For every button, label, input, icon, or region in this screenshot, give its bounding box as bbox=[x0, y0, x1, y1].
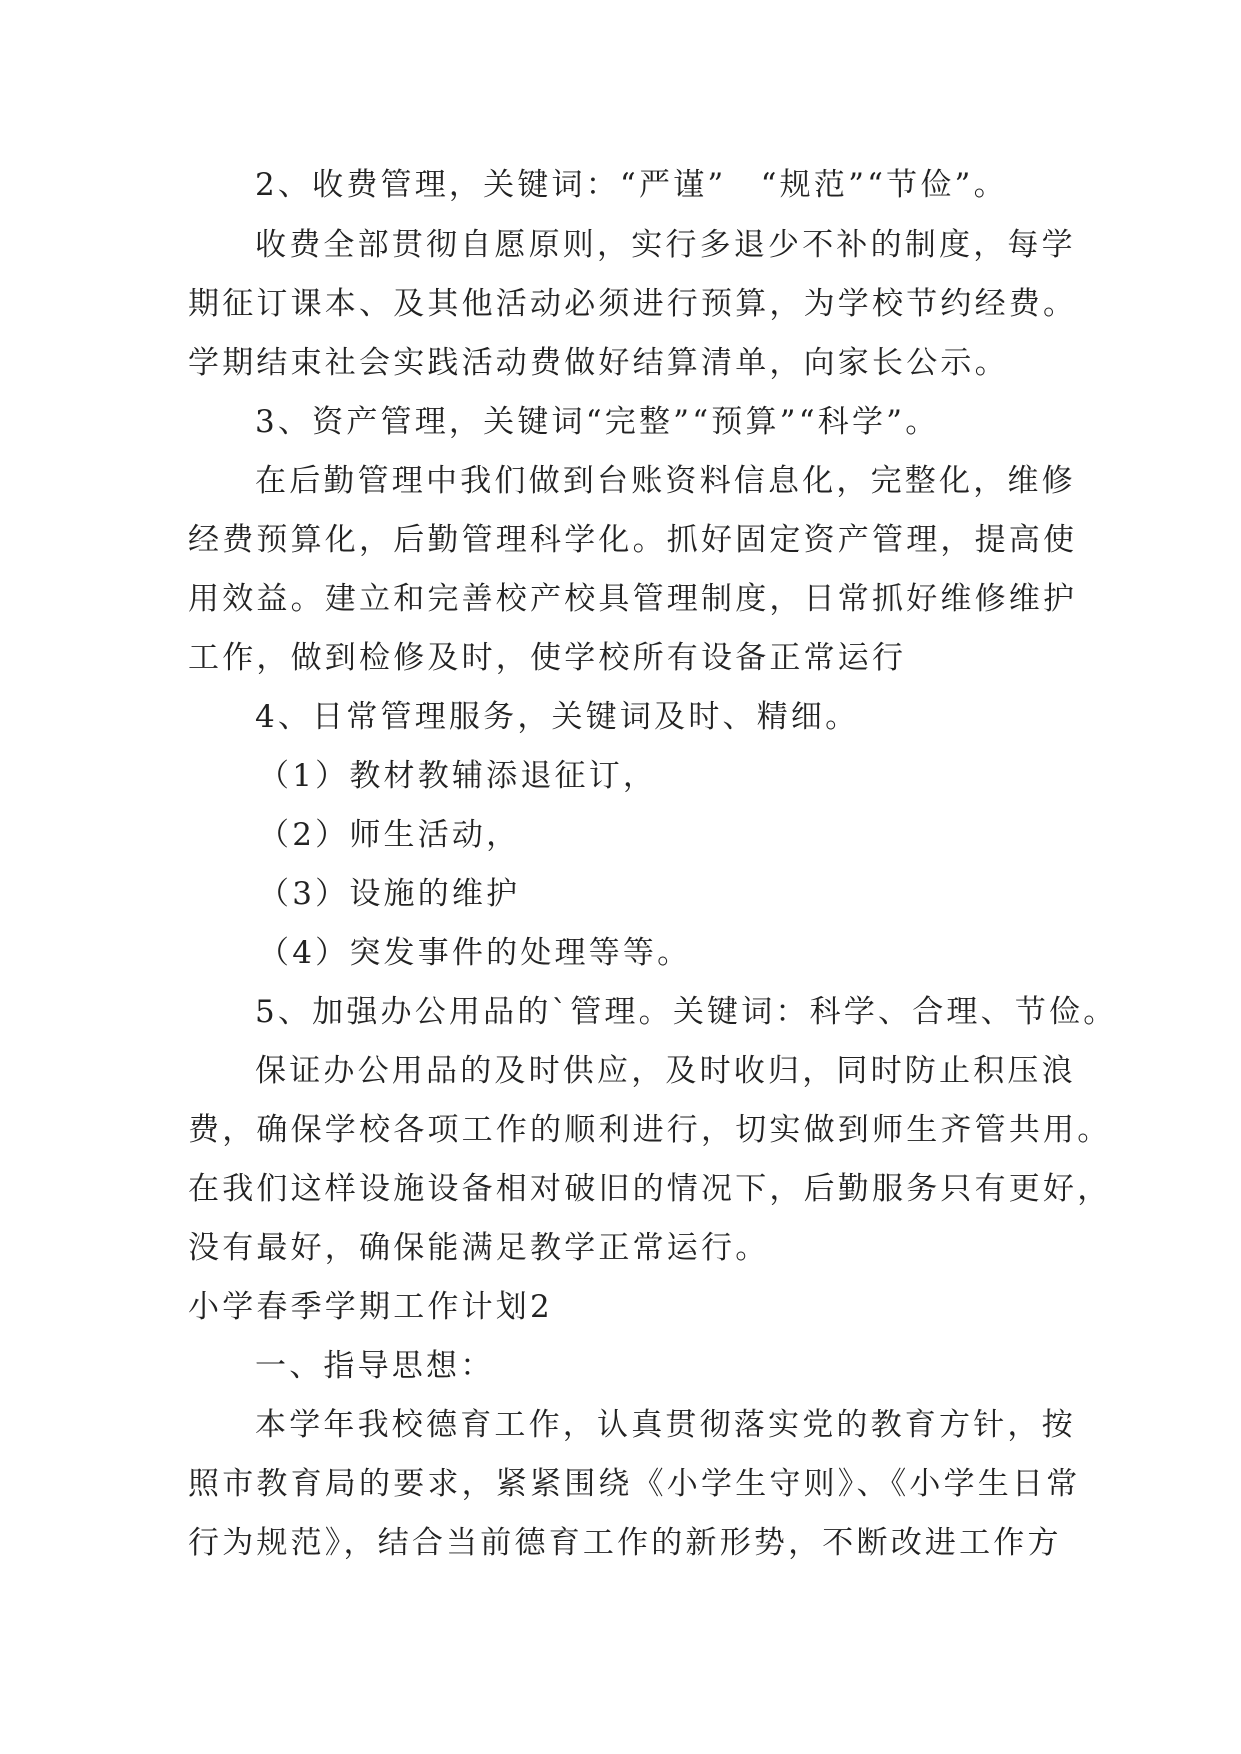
line-asset-paragraph-3: 用效益。建立和完善校产校具管理制度，日常抓好维修维护 bbox=[188, 581, 1078, 617]
line-fee-paragraph-1: 收费全部贯彻自愿原则，实行多退少不补的制度，每学 bbox=[255, 227, 1076, 263]
line-asset-paragraph-2: 经费预算化，后勤管理科学化。抓好固定资产管理，提高使 bbox=[188, 522, 1078, 558]
list-item-4: （4）突发事件的处理等等。 bbox=[258, 935, 692, 971]
line-fee-paragraph-3: 学期结束社会实践活动费做好结算清单，向家长公示。 bbox=[188, 345, 1009, 381]
list-item-3: （3）设施的维护 bbox=[258, 876, 521, 912]
list-item-1: （1）教材教辅添退征订， bbox=[258, 758, 658, 794]
line-office-supplies-paragraph-1: 保证办公用品的及时供应，及时收归，同时防止积压浪 bbox=[255, 1053, 1076, 1089]
line-ideology-paragraph-1: 本学年我校德育工作，认真贯彻落实党的教育方针，按 bbox=[255, 1407, 1076, 1443]
line-ideology-paragraph-3: 行为规范》，结合当前德育工作的新形势，不断改进工作方 bbox=[188, 1525, 1062, 1561]
line-fee-paragraph-2: 期征订课本、及其他活动必须进行预算，为学校节约经费。 bbox=[188, 286, 1078, 322]
line-asset-paragraph-4: 工作，做到检修及时，使学校所有设备正常运行 bbox=[188, 640, 907, 676]
line-ideology-paragraph-2: 照市教育局的要求，紧紧围绕《小学生守则》、《小学生日常 bbox=[188, 1466, 1081, 1502]
line-office-supplies-paragraph-2: 费，确保学校各项工作的顺利进行，切实做到师生齐管共用。 bbox=[188, 1112, 1112, 1148]
line-fee-management-heading: 2、收费管理，关键词：“严谨” “规范”“节俭”。 bbox=[255, 167, 1008, 203]
line-office-supplies-heading: 5、加强办公用品的`管理。关键词：科学、合理、节俭。 bbox=[255, 994, 1118, 1030]
section-title-spring-plan-2: 小学春季学期工作计划2 bbox=[188, 1289, 553, 1325]
line-asset-paragraph-1: 在后勤管理中我们做到台账资料信息化，完整化，维修 bbox=[255, 463, 1076, 499]
list-item-2: （2）师生活动， bbox=[258, 817, 521, 853]
line-asset-management-heading: 3、资产管理，关键词“完整”“预算”“科学”。 bbox=[255, 404, 940, 440]
heading-guiding-ideology: 一、指导思想： bbox=[255, 1348, 495, 1384]
line-daily-service-heading: 4、日常管理服务，关键词及时、精细。 bbox=[255, 699, 860, 735]
line-office-supplies-paragraph-3: 在我们这样设施设备相对破旧的情况下，后勤服务只有更好， bbox=[188, 1171, 1112, 1207]
line-office-supplies-paragraph-4: 没有最好，确保能满足教学正常运行。 bbox=[188, 1230, 770, 1266]
